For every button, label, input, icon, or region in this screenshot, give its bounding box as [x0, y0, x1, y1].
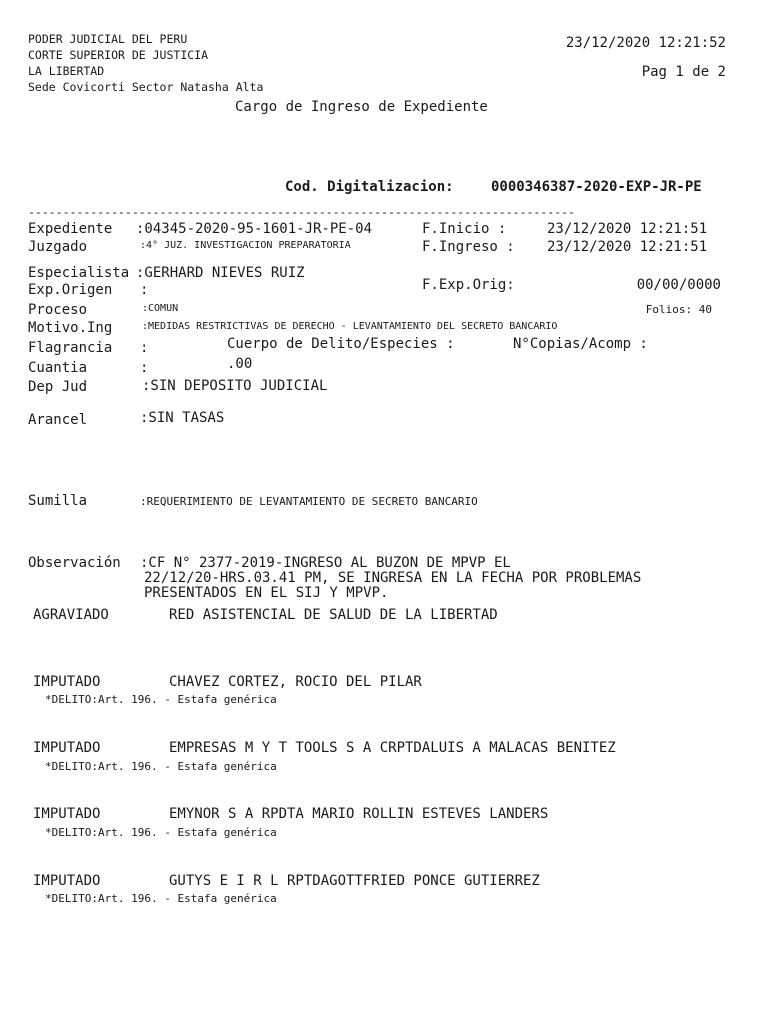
f-exp-orig-value: 00/00/0000 — [636, 277, 721, 293]
imputado-delito: *DELITO:Art. 196. - Estafa genérica — [45, 693, 277, 706]
imputado-label: IMPUTADO — [33, 873, 101, 889]
imputado-name: GUTYS E I R L RPTDAGOTTFRIED PONCE GUTIERREZ — [169, 873, 540, 889]
agraviado-name: RED ASISTENCIAL DE SALUD DE LA LIBERTAD — [169, 607, 498, 623]
cuantia-label: Cuantia — [28, 360, 88, 376]
header-court: CORTE SUPERIOR DE JUSTICIA — [28, 48, 209, 62]
arancel-label: Arancel — [28, 412, 88, 428]
document-title: Cargo de Ingreso de Expediente — [235, 99, 488, 115]
expediente-label: Expediente — [28, 221, 113, 237]
flagrancia-value: : — [140, 340, 149, 356]
f-ingreso-label: F.Ingreso : — [422, 239, 515, 255]
sumilla-label: Sumilla — [28, 493, 88, 509]
cuerpo-delito-label: Cuerpo de Delito/Especies : — [227, 336, 455, 352]
observacion-line-1: :CF N° 2377-2019-INGRESO AL BUZON DE MPVP EL — [140, 555, 511, 571]
imputado-name: EMYNOR S A RPDTA MARIO ROLLIN ESTEVES LANDERS — [169, 806, 549, 822]
proceso-label: Proceso — [28, 302, 88, 318]
sumilla-value: :REQUERIMIENTO DE LEVANTAMIENTO DE SECRETO BANCARIO — [140, 495, 478, 508]
dep-jud-label: Dep Jud — [28, 379, 88, 395]
cuantia-value: .00 — [227, 356, 253, 372]
separator-line: ------------------------------------------------------------------------------- — [28, 205, 575, 219]
imputado-delito: *DELITO:Art. 196. - Estafa genérica — [45, 826, 277, 839]
motivo-ing-label: Motivo.Ing — [28, 320, 113, 336]
imputado-delito: *DELITO:Art. 196. - Estafa genérica — [45, 760, 277, 773]
arancel-value: :SIN TASAS — [140, 410, 225, 426]
cuantia-colon: : — [140, 360, 149, 376]
copias-acomp-label: N°Copias/Acomp : — [513, 336, 648, 352]
f-ingreso-value: 23/12/2020 12:21:51 — [547, 239, 708, 255]
imputado-label: IMPUTADO — [33, 740, 101, 756]
imputado-label: IMPUTADO — [33, 806, 101, 822]
imputado-name: CHAVEZ CORTEZ, ROCIO DEL PILAR — [169, 674, 422, 690]
flagrancia-label: Flagrancia — [28, 340, 113, 356]
f-exp-orig-label: F.Exp.Orig: — [422, 277, 515, 293]
header-sede: Sede Covicorti Sector Natasha Alta — [28, 80, 264, 94]
juzgado-label: Juzgado — [28, 239, 88, 255]
cod-digitalizacion-value: 0000346387-2020-EXP-JR-PE — [491, 179, 702, 195]
header-datetime: 23/12/2020 12:21:52 — [565, 35, 726, 51]
header-institution: PODER JUDICIAL DEL PERU — [28, 32, 188, 46]
header-district: LA LIBERTAD — [28, 64, 105, 78]
imputado-delito: *DELITO:Art. 196. - Estafa genérica — [45, 892, 277, 905]
imputado-label: IMPUTADO — [33, 674, 101, 690]
f-inicio-label: F.Inicio : — [422, 221, 507, 237]
observacion-line-3: PRESENTADOS EN EL SIJ Y MPVP. — [144, 585, 389, 601]
dep-jud-value: :SIN DEPOSITO JUDICIAL — [142, 378, 328, 394]
proceso-value: :COMUN — [142, 303, 179, 314]
folios-count: Folios: 40 — [645, 303, 712, 316]
agraviado-label: AGRAVIADO — [33, 607, 109, 623]
observacion-label: Observación — [28, 555, 121, 571]
motivo-ing-value: :MEDIDAS RESTRICTIVAS DE DERECHO - LEVANTAMIENTO DEL SECRETO BANCARIO — [142, 321, 558, 332]
exp-origen-label: Exp.Origen — [28, 282, 113, 298]
header-page-number: Pag 1 de 2 — [641, 64, 726, 80]
especialista-value: :GERHARD NIEVES RUIZ — [136, 265, 305, 281]
expediente-value: :04345-2020-95-1601-JR-PE-04 — [136, 221, 373, 237]
observacion-line-2: 22/12/20-HRS.03.41 PM, SE INGRESA EN LA FECHA POR PROBLEMAS — [144, 570, 642, 586]
cod-digitalizacion-label: Cod. Digitalizacion: — [285, 179, 454, 195]
exp-origen-value: : — [140, 282, 149, 298]
imputado-name: EMPRESAS M Y T TOOLS S A CRPTDALUIS A MALACAS BENITEZ — [169, 740, 616, 756]
f-inicio-value: 23/12/2020 12:21:51 — [547, 221, 708, 237]
juzgado-value: :4° JUZ. INVESTIGACION PREPARATORIA — [140, 240, 351, 251]
especialista-label: Especialista — [28, 265, 130, 281]
